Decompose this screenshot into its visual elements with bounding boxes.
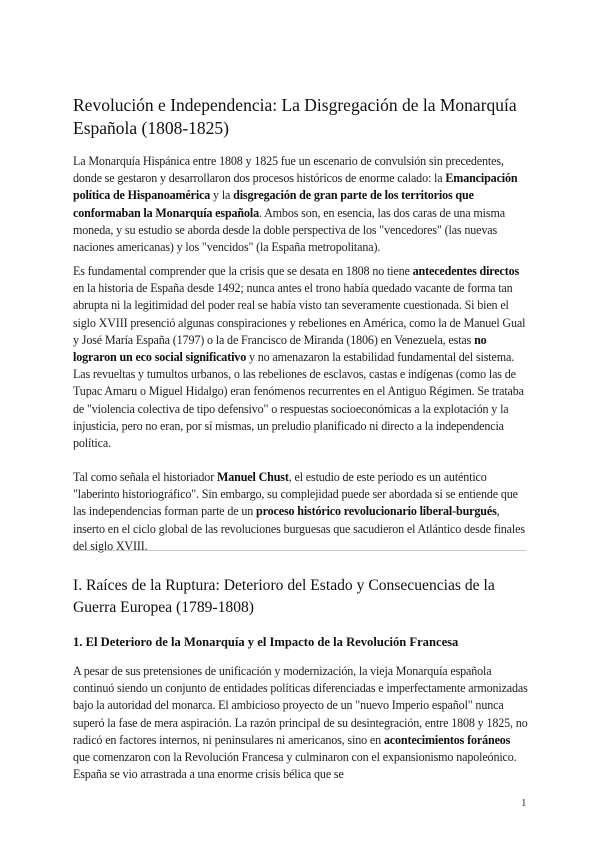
text-run: Es fundamental comprender que la crisis que se desata en 1808 no tiene: [73, 264, 413, 278]
bold-run: acontecimientos foráneos: [383, 732, 511, 747]
bold-run: no lograron un eco social significativo: [73, 332, 487, 365]
bold-run: disgregación de gran parte de los territorios que conformaban la Monarquía española: [73, 188, 474, 220]
intro-paragraph-1: [73, 153, 528, 256]
section-paragraph-1: [73, 663, 528, 783]
text-run: y la: [210, 188, 234, 203]
text-run: . Ambos son, en esencia, las dos caras de una misma moneda, y su estudio se aborda desde la doble perspectiva de los "vencedores" (las nuevas naciones americanas) y los "vencidos" (la España metropolitana).: [73, 205, 505, 255]
text-run: Tal como señala el historiador: [73, 470, 217, 484]
intro-paragraph-2: [73, 263, 528, 452]
section-divider: [73, 550, 526, 551]
text-run: y no amenazaron la estabilidad fundamental del sistema. Las revueltas y tumultos urbanos, o las rebeliones de esclavos, castas e indígenas (como las de Tupac Amaru o Miguel Hidalgo) eran fenómenos recurrentes en el Antiguo Régimen. Se trataba de "violencia colectiva de tipo defensivo" o respuestas socioeconómicas a la explotación y la injusticia, pero no eran, por sí mismas, un preludio planificado ni directo a la independencia política.: [73, 350, 524, 451]
text-run: que comenzaron con la Revolución Francesa y culminaron con el expansionismo napoleónico. España se vio arrastrada a una enorme crisis bélica que se: [73, 750, 517, 782]
intro-paragraph-3: [73, 469, 528, 555]
text-run: en la historia de España desde 1492; nunca antes el trono había quedado vacante de forma tan abrupta ni la legitimidad del poder real se había visto tan severamente cuestionada. Si bien el siglo XVIII presenció algunas conspiraciones y rebeliones en América, como la de Manuel Gual y José María España (1797) o la de Francisco de Miranda (1806) en Venezuela, estas: [73, 281, 526, 347]
subsection-title: 1. El Deterioro de la Monarquía y el Impacto de la Revolución Francesa: [73, 635, 459, 649]
page-number: 1: [521, 797, 527, 809]
text-run: A pesar de sus pretensiones de unificación y modernización, la vieja Monarquía española continuó siendo un conjunto de entidades políticas diferenciadas e imperfectamente armonizadas bajo la autoridad del monarca. El ambicioso proyecto de un "nuevo Imperio español" nunca superó la fase de mera aspiración. La razón principal de su desintegración, entre 1808 y 1825, no radicó en factores internos, ni peninsulares ni americanos, sino en: [73, 664, 528, 747]
bold-run: Emancipación política de Hispanoamérica: [73, 171, 518, 203]
bold-run: Manuel Chust: [216, 470, 289, 484]
text-run: , el estudio de este periodo es un auténtico "laberinto historiográfico". Sin embargo, su complejidad puede ser abordada si se entiende que las independencias forman parte de un: [73, 470, 518, 519]
bold-run: proceso histórico revolucionario liberal-burgués: [256, 504, 497, 519]
bold-run: antecedentes directos: [412, 264, 520, 278]
text-run: La Monarquía Hispánica entre 1808 y 1825 fue un escenario de convulsión sin precedentes, donde se gestaron y desarrollaron dos procesos históricos de enorme calado: la: [73, 154, 504, 186]
text-run: , inserto en el ciclo global de las revoluciones burguesas que sacudieron el Atlántico desde finales del siglo XVIII.: [73, 504, 525, 553]
section-title: I. Raíces de la Ruptura: Deterioro del Estado y Consecuencias de la Guerra Europea (1789-1808): [73, 577, 495, 616]
document-title: Revolución e Independencia: La Disgregación de la Monarquía Española (1808-1825): [73, 95, 517, 138]
